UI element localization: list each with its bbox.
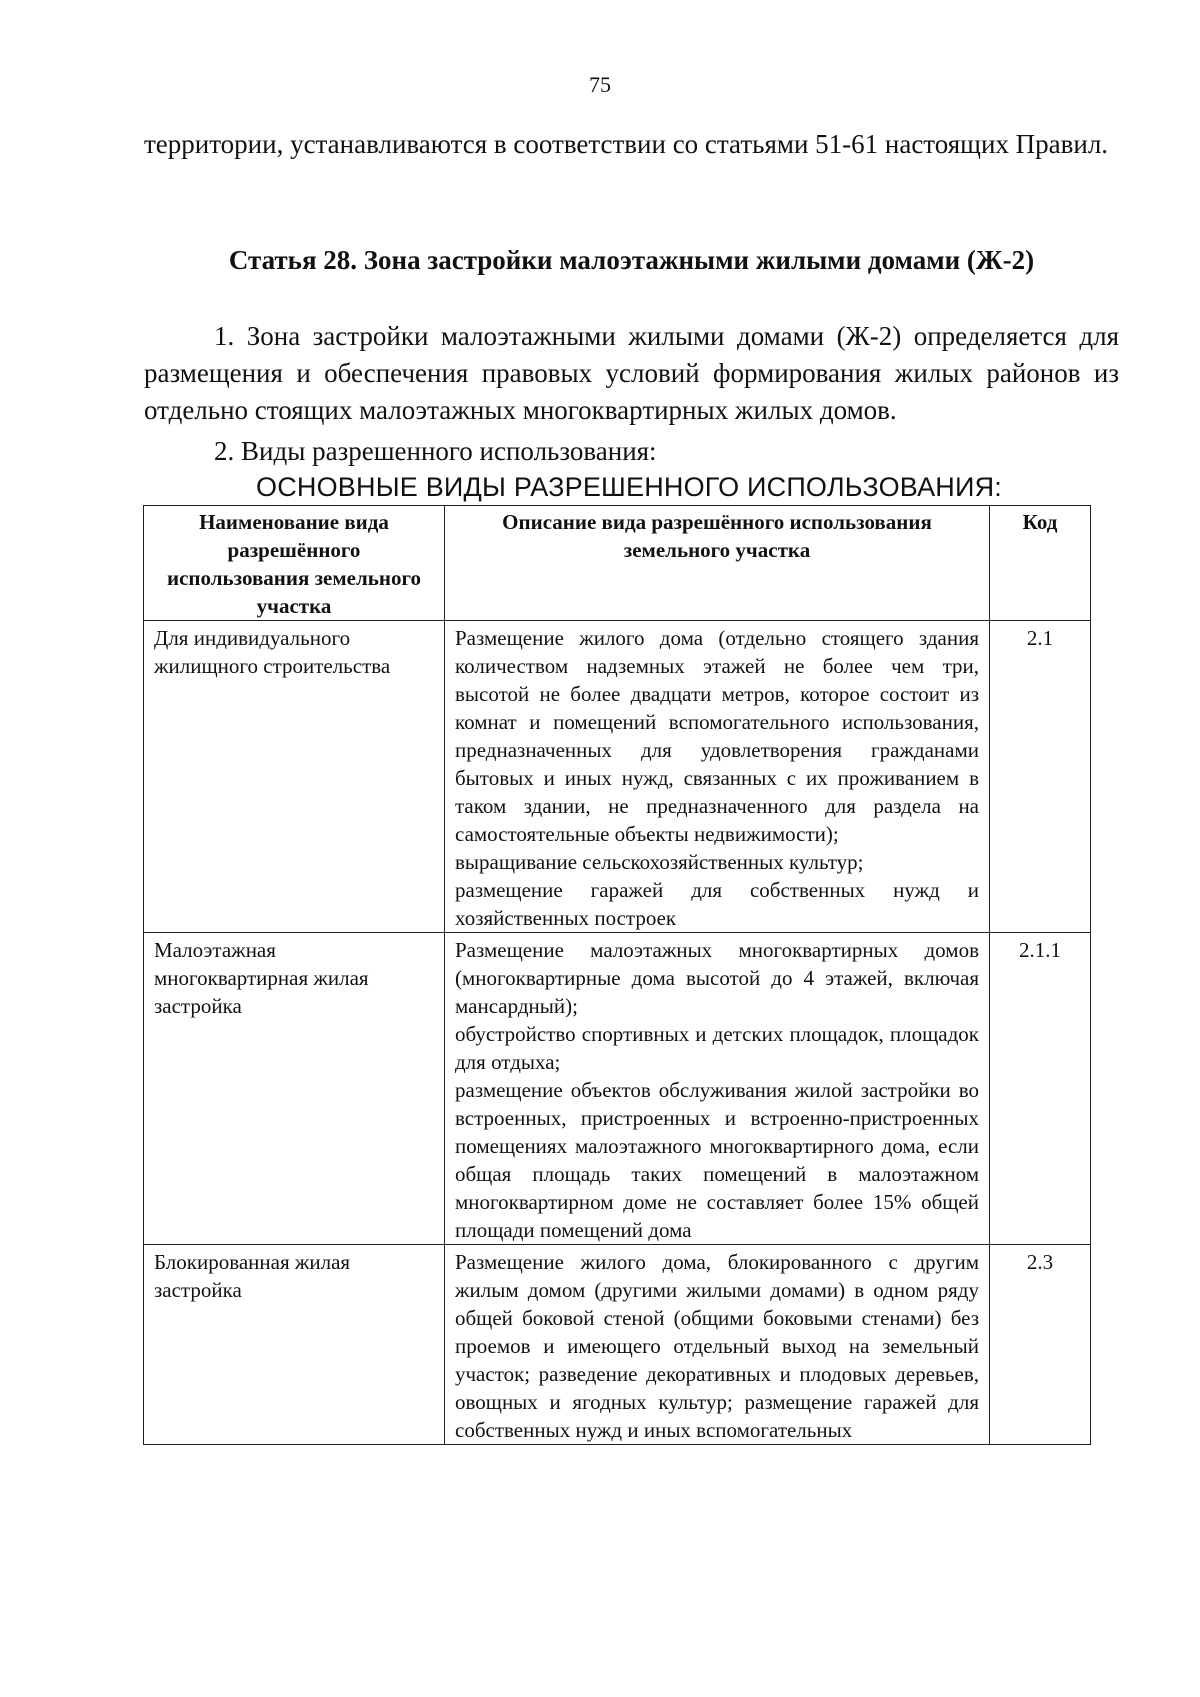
row-name: Блокированная жилая застройка [144, 1245, 445, 1445]
table-row [144, 621, 1091, 933]
page-number: 75 [589, 72, 611, 97]
header-code: Код [990, 506, 1091, 621]
description-line: выращивание сельскохозяйственных культур; [455, 850, 864, 874]
row-description [445, 933, 990, 1245]
item-1-paragraph: 1. Зона застройки малоэтажными жилыми домами (Ж-2) определяется для размещения и обеспечения правовых условий формирования жилых районов из отдельно стоящих малоэтажных многоквартирных жилых домов. [144, 321, 1119, 425]
table-row [144, 1245, 1091, 1445]
row-code: 2.3 [990, 1245, 1091, 1445]
description-line: размещение объектов обслуживания жилой застройки во встроенных, пристроенных и встроенно-пристроенных помещениях малоэтажного многоквартирного дома, если общая площадь таких помещений в малоэтажном многоквартирном доме не составляет более 15% общей площади помещений дома [455, 1078, 979, 1242]
row-name: Для индивидуального жилищного строительства [144, 621, 445, 933]
row-description [445, 1245, 990, 1445]
article-heading: Статья 28. Зона застройки малоэтажными жилыми домами (Ж-2) [228, 245, 1035, 275]
description-line: обустройство спортивных и детских площадок, площадок для отдыха; [455, 1022, 979, 1074]
header-name: Наименование вида разрешённого использования земельного участка [144, 506, 445, 621]
description-line: Размещение жилого дома, блокированного с другим жилым домом (другими жилыми домами) в одном ряду общей боковой стеной (общими боковыми стенами) без проемов и имеющего отдельный выход на земельный участок; разведение декоративных и плодовых деревьев, овощных и ягодных культур; размещение гаражей для собственных нужд и иных вспомогательных [455, 1250, 979, 1442]
header-description: Описание вида разрешённого использования земельного участка [445, 506, 990, 621]
description-line: Размещение малоэтажных многоквартирных домов (многоквартирные дома высотой до 4 этажей, включая мансардный); [455, 938, 979, 1018]
table-row [144, 933, 1091, 1245]
row-code: 2.1 [990, 621, 1091, 933]
row-name: Малоэтажная многоквартирная жилая застройка [144, 933, 445, 1245]
table-caption: ОСНОВНЫЕ ВИДЫ РАЗРЕШЕННОГО ИСПОЛЬЗОВАНИЯ: [256, 472, 1002, 502]
intro-paragraph: территории, устанавливаются в соответствии со статьями 51-61 настоящих Правил. [144, 129, 1109, 159]
table-header-row [144, 506, 1091, 621]
description-line: размещение гаражей для собственных нужд и хозяйственных построек [455, 878, 979, 930]
item-2-paragraph: 2. Виды разрешенного использования: [214, 436, 657, 466]
row-description [445, 621, 990, 933]
permitted-uses-table [143, 505, 1091, 1445]
row-code: 2.1.1 [990, 933, 1091, 1245]
description-line: Размещение жилого дома (отдельно стоящего здания количеством надземных этажей не более чем три, высотой не более двадцати метров, которое состоит из комнат и помещений вспомогательного использования, предназначенных для удовлетворения гражданами бытовых и иных нужд, связанных с их проживанием в таком здании, не предназначенного для раздела на самостоятельные объекты недвижимости); [455, 626, 979, 846]
